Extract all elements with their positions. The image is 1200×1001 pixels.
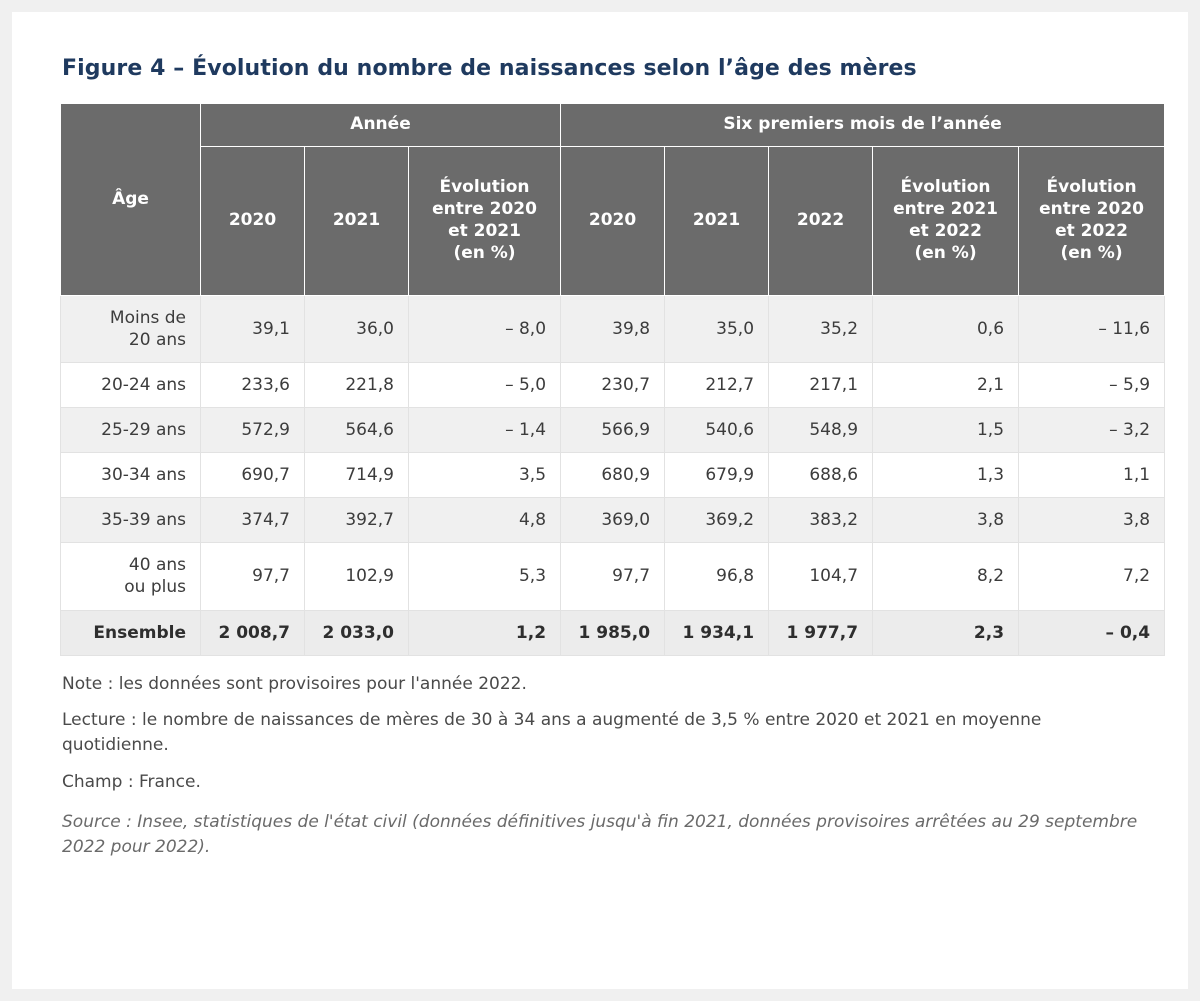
table-header <box>61 104 1165 296</box>
figure-card <box>12 12 1188 989</box>
cell-sem-evo-2021-2022: 0,6 <box>873 295 1019 362</box>
header-group-six-premiers-mois: Six premiers mois de l’année <box>561 104 1165 147</box>
header-group-annee: Année <box>201 104 561 147</box>
cell-sem-2022: 104,7 <box>769 543 873 610</box>
table-row-total <box>61 610 1165 655</box>
cell-sem-2020: 566,9 <box>561 408 665 453</box>
cell-sem-evo-2021-2022: 1,3 <box>873 453 1019 498</box>
note-line: Note : les données sont provisoires pour l'année 2022. <box>62 673 527 694</box>
cell-sem-2022: 688,6 <box>769 453 873 498</box>
cell-annee-evo-2020-2021: – 8,0 <box>409 295 561 362</box>
row-label: 25-29 ans <box>61 408 201 453</box>
header-annee-evolution-2020-2021: Évolution entre 2020 et 2021 (en %) <box>409 146 561 295</box>
cell-sem-evo-2020-2022: 1,1 <box>1019 453 1165 498</box>
header-semestre-evolution-2020-2022: Évolution entre 2020 et 2022 (en %) <box>1019 146 1165 295</box>
table-body <box>61 295 1165 655</box>
cell-sem-2021: 96,8 <box>665 543 769 610</box>
header-annee-2020: 2020 <box>201 146 305 295</box>
row-label: Moins de 20 ans <box>61 295 201 362</box>
cell-sem-evo-2021-2022: 3,8 <box>873 498 1019 543</box>
row-label: 35-39 ans <box>61 498 201 543</box>
header-semestre-2022: 2022 <box>769 146 873 295</box>
cell-annee-2020: 39,1 <box>201 295 305 362</box>
cell-sem-2021: 1 934,1 <box>665 610 769 655</box>
table-row <box>61 498 1165 543</box>
cell-annee-evo-2020-2021: – 1,4 <box>409 408 561 453</box>
cell-annee-evo-2020-2021: – 5,0 <box>409 362 561 407</box>
row-label: 40 ans ou plus <box>61 543 201 610</box>
cell-annee-evo-2020-2021: 3,5 <box>409 453 561 498</box>
cell-annee-2021: 564,6 <box>305 408 409 453</box>
row-label: 30-34 ans <box>61 453 201 498</box>
source-line: Source : Insee, statistiques de l'état civil (données définitives jusqu'à fin 2021, données provisoires arrêtées au 29 septembre 2022 pour 2022). <box>62 812 1138 857</box>
cell-sem-evo-2020-2022: – 0,4 <box>1019 610 1165 655</box>
cell-sem-2020: 97,7 <box>561 543 665 610</box>
cell-annee-2020: 572,9 <box>201 408 305 453</box>
header-semestre-2020: 2020 <box>561 146 665 295</box>
table-header-group-row <box>61 104 1165 147</box>
cell-sem-2021: 540,6 <box>665 408 769 453</box>
cell-annee-evo-2020-2021: 5,3 <box>409 543 561 610</box>
header-age: Âge <box>61 104 201 296</box>
cell-annee-2020: 690,7 <box>201 453 305 498</box>
cell-annee-2021: 2 033,0 <box>305 610 409 655</box>
cell-annee-2021: 102,9 <box>305 543 409 610</box>
table-row <box>61 408 1165 453</box>
cell-sem-evo-2020-2022: 7,2 <box>1019 543 1165 610</box>
cell-sem-evo-2021-2022: 2,1 <box>873 362 1019 407</box>
cell-annee-2021: 392,7 <box>305 498 409 543</box>
cell-sem-2020: 369,0 <box>561 498 665 543</box>
cell-sem-2022: 383,2 <box>769 498 873 543</box>
cell-annee-2021: 36,0 <box>305 295 409 362</box>
table-row <box>61 453 1165 498</box>
cell-sem-evo-2020-2022: – 3,2 <box>1019 408 1165 453</box>
cell-sem-2021: 369,2 <box>665 498 769 543</box>
row-label-total: Ensemble <box>61 610 201 655</box>
table-row <box>61 543 1165 610</box>
cell-sem-2022: 217,1 <box>769 362 873 407</box>
cell-sem-2020: 1 985,0 <box>561 610 665 655</box>
cell-annee-2020: 233,6 <box>201 362 305 407</box>
cell-sem-2021: 35,0 <box>665 295 769 362</box>
cell-annee-2021: 714,9 <box>305 453 409 498</box>
cell-sem-2022: 35,2 <box>769 295 873 362</box>
table-row <box>61 362 1165 407</box>
cell-sem-evo-2021-2022: 8,2 <box>873 543 1019 610</box>
cell-sem-2021: 679,9 <box>665 453 769 498</box>
cell-sem-evo-2020-2022: – 5,9 <box>1019 362 1165 407</box>
row-label: 20-24 ans <box>61 362 201 407</box>
cell-sem-2020: 680,9 <box>561 453 665 498</box>
cell-annee-evo-2020-2021: 1,2 <box>409 610 561 655</box>
figure-title: Figure 4 – Évolution du nombre de naissances selon l’âge des mères <box>62 56 917 81</box>
header-semestre-2021: 2021 <box>665 146 769 295</box>
lecture-line: Lecture : le nombre de naissances de mères de 30 à 34 ans a augmenté de 3,5 % entre 2020 et 2021 en moyenne quotidienne. <box>62 710 1042 755</box>
cell-sem-2020: 39,8 <box>561 295 665 362</box>
table-header-sub-row <box>61 146 1165 295</box>
cell-sem-2022: 548,9 <box>769 408 873 453</box>
cell-annee-2021: 221,8 <box>305 362 409 407</box>
cell-sem-evo-2020-2022: – 11,6 <box>1019 295 1165 362</box>
cell-sem-2020: 230,7 <box>561 362 665 407</box>
champ-line: Champ : France. <box>62 771 201 792</box>
cell-sem-2021: 212,7 <box>665 362 769 407</box>
births-by-mother-age-table <box>60 103 1165 656</box>
cell-sem-evo-2020-2022: 3,8 <box>1019 498 1165 543</box>
cell-annee-2020: 97,7 <box>201 543 305 610</box>
figure-notes <box>60 672 1140 860</box>
cell-annee-2020: 2 008,7 <box>201 610 305 655</box>
cell-sem-2022: 1 977,7 <box>769 610 873 655</box>
cell-annee-evo-2020-2021: 4,8 <box>409 498 561 543</box>
header-annee-2021: 2021 <box>305 146 409 295</box>
header-semestre-evolution-2021-2022: Évolution entre 2021 et 2022 (en %) <box>873 146 1019 295</box>
table-row <box>61 295 1165 362</box>
cell-sem-evo-2021-2022: 2,3 <box>873 610 1019 655</box>
cell-annee-2020: 374,7 <box>201 498 305 543</box>
cell-sem-evo-2021-2022: 1,5 <box>873 408 1019 453</box>
